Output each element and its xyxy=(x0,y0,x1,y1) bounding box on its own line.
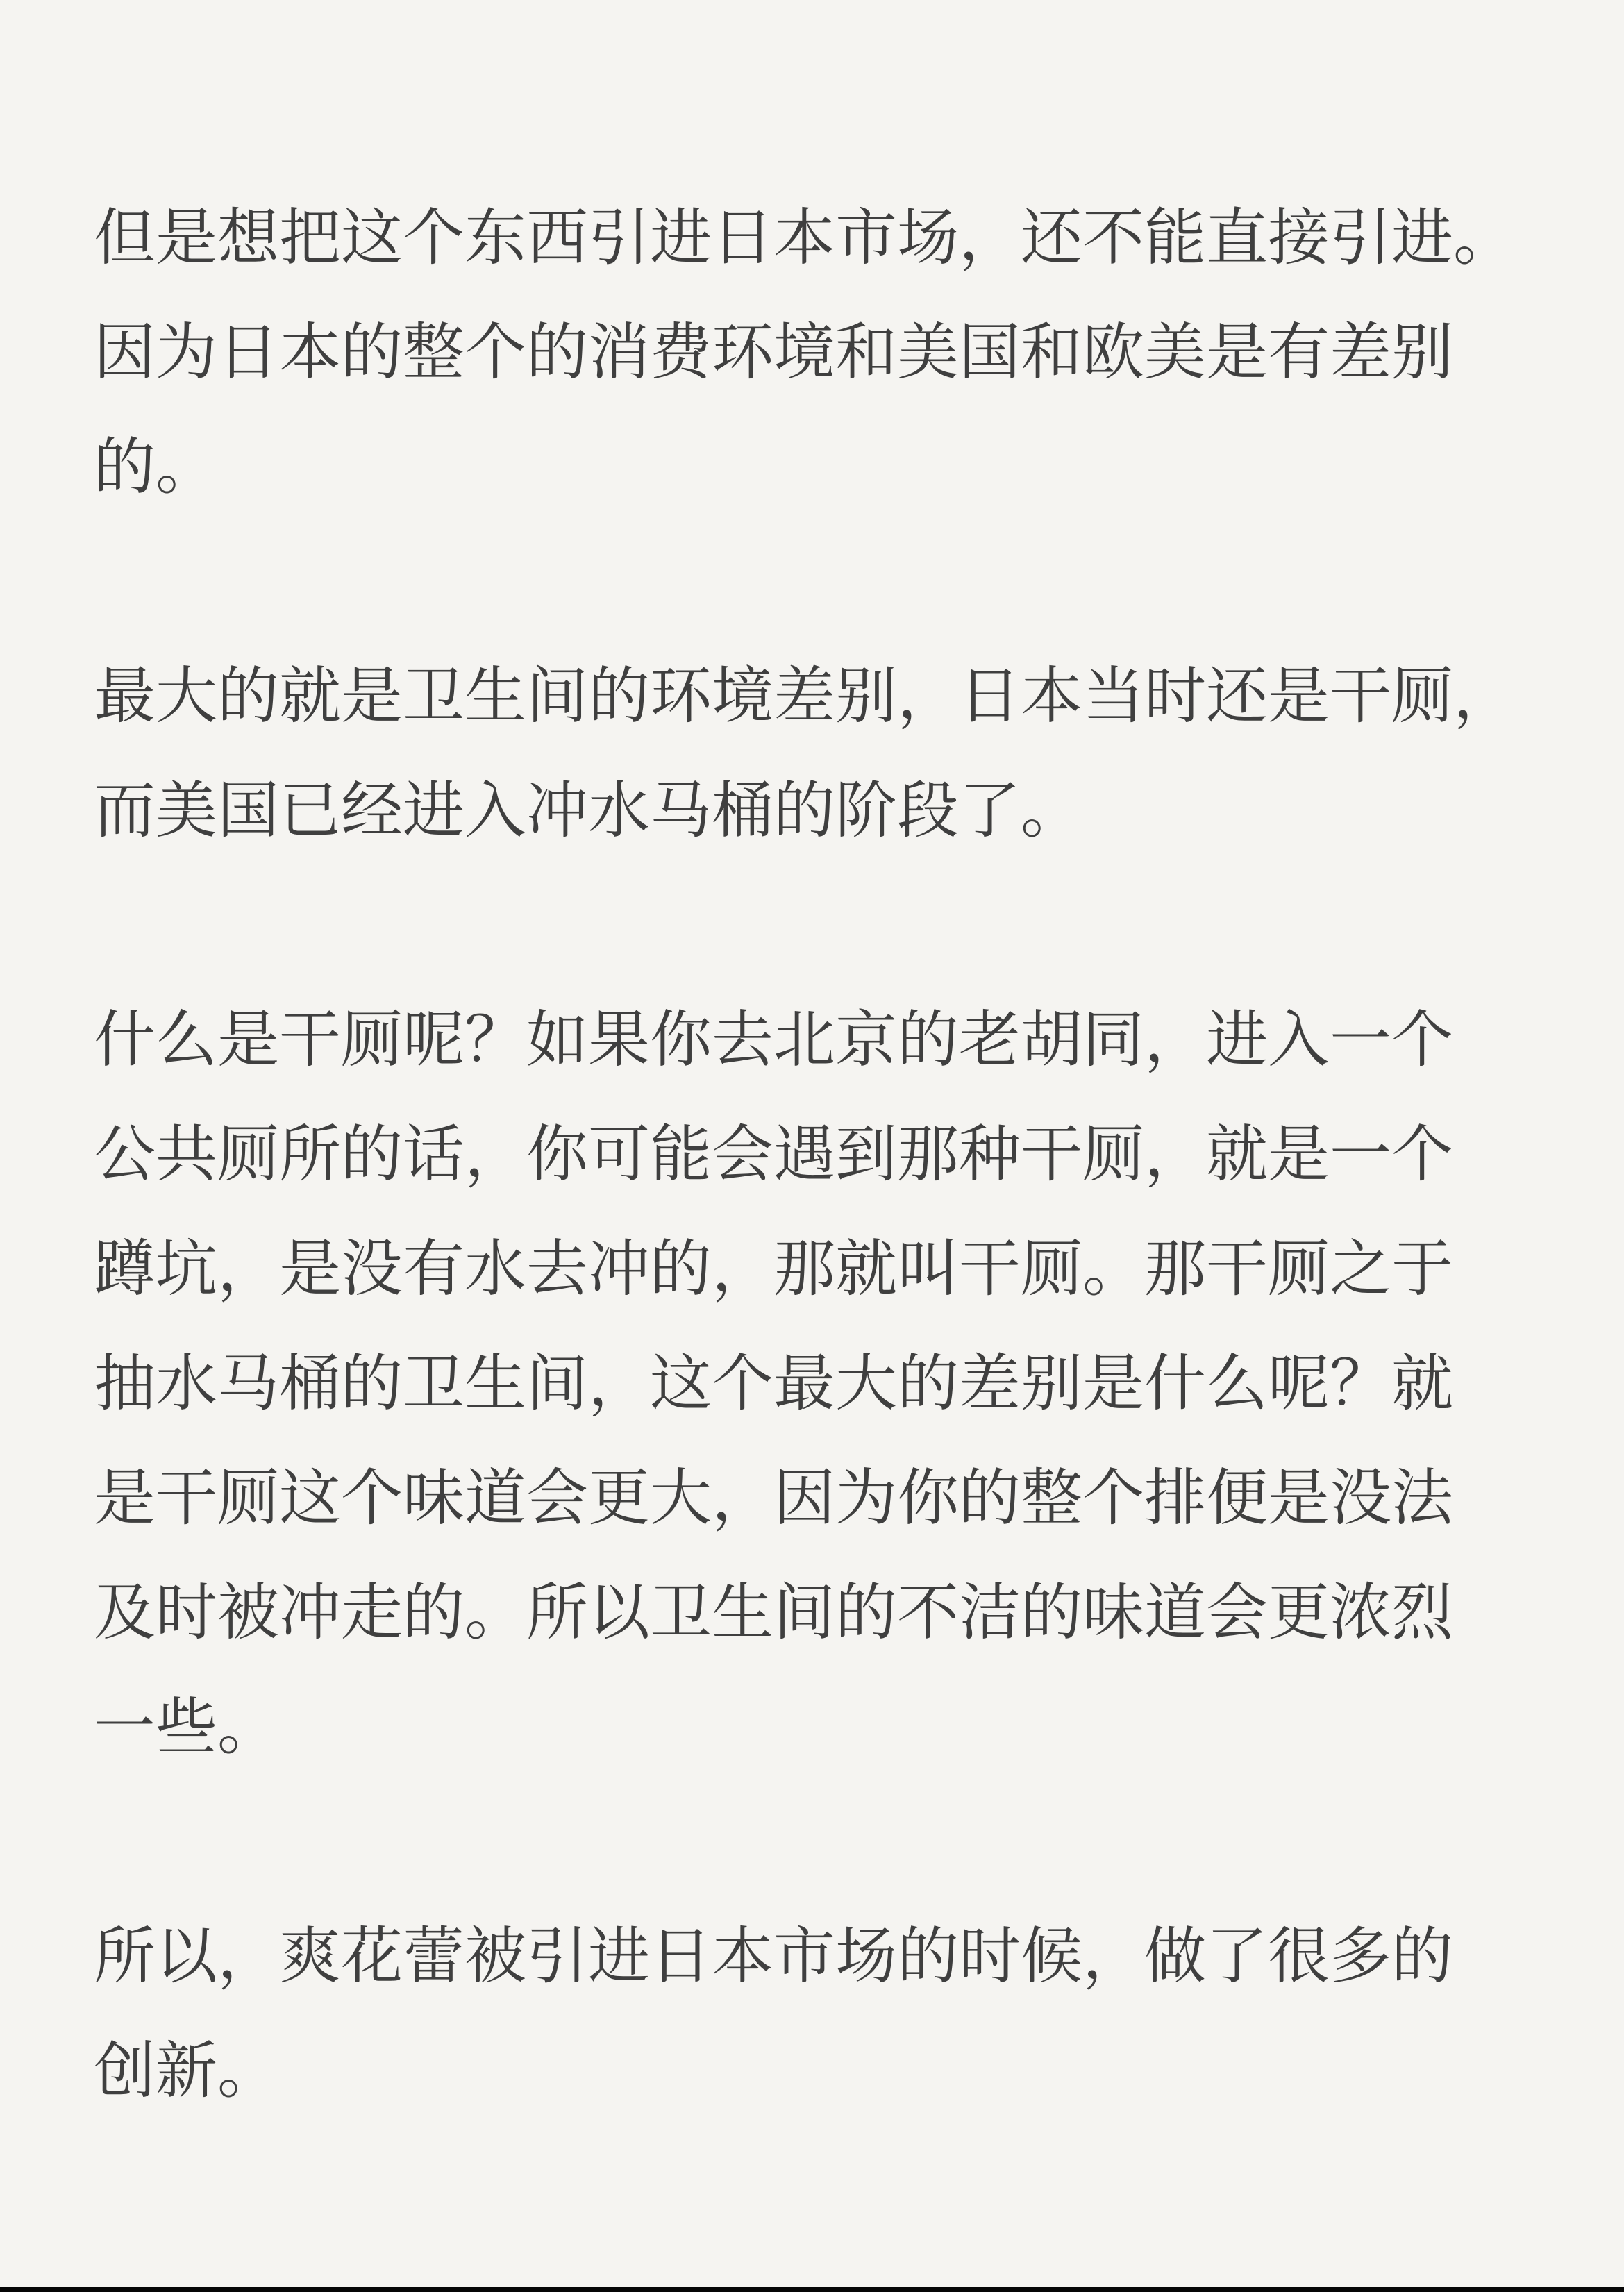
text-line: 公共厕所的话，你可能会遇到那种干厕，就是一个 xyxy=(94,1119,1453,1189)
text-line: 但是想把这个东西引进日本市场，还不能直接引进。 xyxy=(94,203,1515,272)
text-line: 是干厕这个味道会更大，因为你的整个排便是没法 xyxy=(94,1463,1453,1532)
text-line: 因为日本的整个的消费环境和美国和欧美是有差别 xyxy=(94,317,1453,387)
paragraph xyxy=(94,181,1535,524)
paragraph xyxy=(94,639,1535,868)
text-line: 抽水马桶的卫生间，这个最大的差别是什么呢？就 xyxy=(94,1348,1453,1418)
text-line: 什么是干厕呢？如果你去北京的老胡同，进入一个 xyxy=(94,1005,1453,1074)
text-line: 最大的就是卫生间的环境差别，日本当时还是干厕， xyxy=(94,661,1515,730)
paragraph xyxy=(94,982,1535,1784)
text-line: 所以，爽花蕾被引进日本市场的时候，做了很多的 xyxy=(94,1921,1453,1991)
text-line: 及时被冲走的。所以卫生间的不洁的味道会更浓烈 xyxy=(94,1578,1453,1647)
document-body xyxy=(94,181,1535,2128)
text-line: 一些。 xyxy=(94,1692,279,1762)
bottom-edge-bar xyxy=(0,2287,1624,2292)
text-line: 的。 xyxy=(94,432,217,501)
text-line: 而美国已经进入冲水马桶的阶段了。 xyxy=(94,776,1082,845)
text-line: 蹲坑，是没有水去冲的，那就叫干厕。那干厕之于 xyxy=(94,1234,1453,1303)
text-line: 创新。 xyxy=(94,2036,279,2105)
paragraph xyxy=(94,1899,1535,2128)
